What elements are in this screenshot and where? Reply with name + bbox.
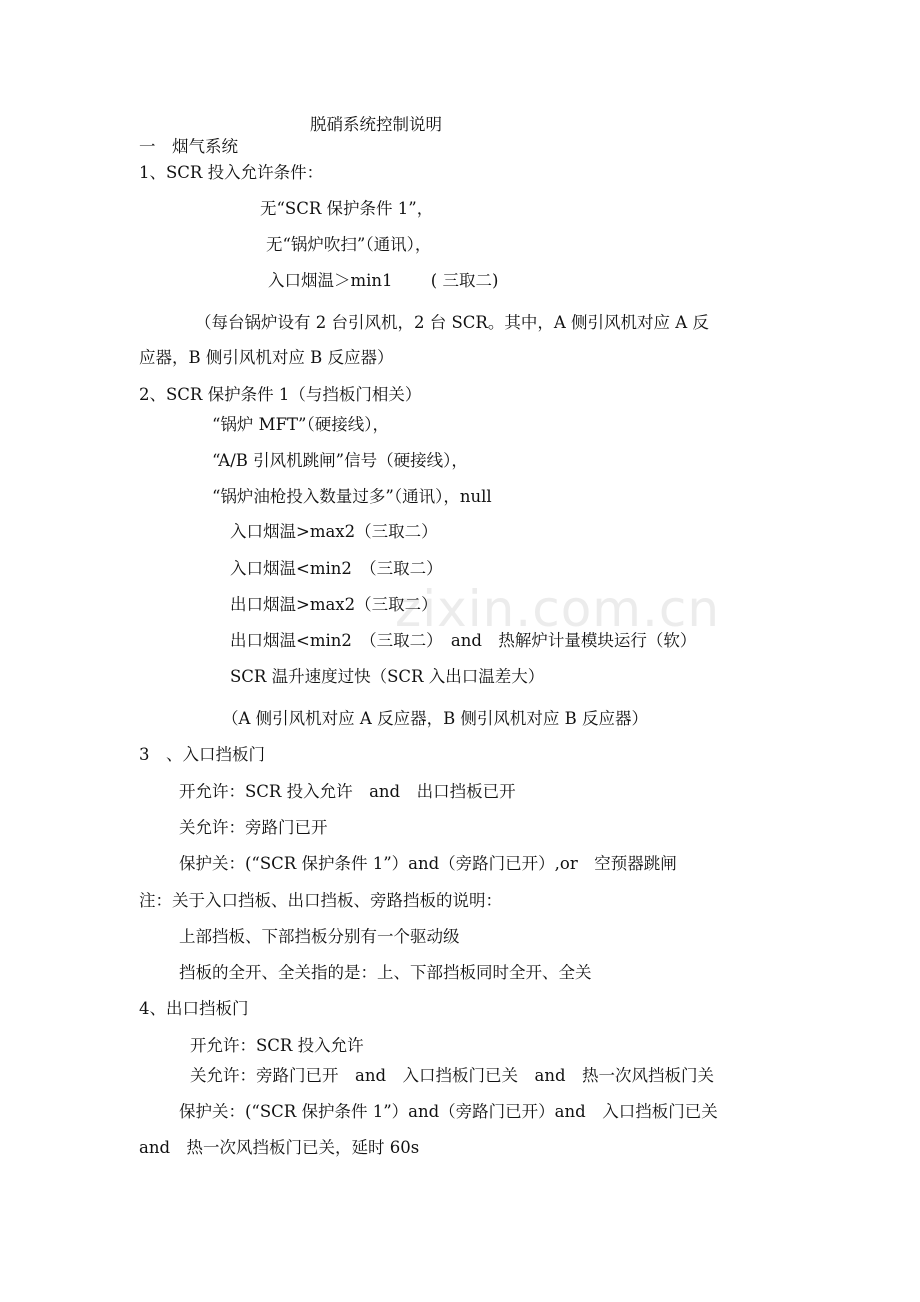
remark-line: 挡板的全开、全关指的是：上、下部挡板同时全开、全关 [179,963,592,982]
item1-heading: 1、SCR 投入允许条件： [139,163,324,182]
item1-condition: 入口烟温＞min1 ( 三取二) [268,271,499,290]
item1-note: （每台锅炉设有 2 台引风机，2 台 SCR。其中，A 侧引风机对应 A 反 [195,313,709,332]
item1-note: 应器，B 侧引风机对应 B 反应器） [139,348,394,367]
item2-condition: SCR 温升速度过快（SCR 入出口温差大） [230,667,545,686]
item4-heading: 4、出口挡板门 [139,999,249,1018]
item4-close-permit: 关允许：旁路门已开 and 入口挡板门已关 and 热一次风挡板门关 [190,1066,715,1085]
watermark: zixin.com.cn [395,580,721,638]
page-title: 脱硝系统控制说明 [310,115,442,134]
item2-condition: 入口烟温<min2 （三取二） [230,559,443,578]
item1-condition: 无“锅炉吹扫”（通讯）， [266,235,432,254]
remark-heading: 注：关于入口挡板、出口挡板、旁路挡板的说明： [139,891,502,910]
item2-condition: 出口烟温>max2（三取二） [230,595,438,614]
item2-condition: 出口烟温<min2 （三取二） and 热解炉计量模块运行（软） [230,631,697,650]
item4-protect-close: 保护关：(“SCR 保护条件 1”）and（旁路门已开）and 入口挡板门已关 [179,1102,718,1121]
item1-condition: 无“SCR 保护条件 1”， [260,199,434,218]
item3-close-permit: 关允许：旁路门已开 [179,818,328,837]
item2-condition: “锅炉油枪投入数量过多”（通讯），null [212,487,492,506]
section-heading: 一 烟气系统 [139,137,238,156]
remark-line: 上部挡板、下部挡板分别有一个驱动级 [179,927,460,946]
item3-heading: 3 、入口挡板门 [139,745,265,764]
item2-note: （A 侧引风机对应 A 反应器，B 侧引风机对应 B 反应器） [222,709,649,728]
item2-heading: 2、SCR 保护条件 1（与挡板门相关） [139,385,422,404]
item3-protect-close: 保护关：(“SCR 保护条件 1”）and（旁路门已开）,or 空预器跳闸 [179,854,677,873]
item4-open-permit: 开允许：SCR 投入允许 [190,1036,364,1055]
item3-open-permit: 开允许：SCR 投入允许 and 出口挡板已开 [179,782,516,801]
item2-condition: “锅炉 MFT”（硬接线）， [212,415,389,434]
item2-condition: 入口烟温>max2（三取二） [230,522,438,541]
item4-protect-close: and 热一次风挡板门已关，延时 60s [139,1138,420,1157]
item2-condition: “A/B 引风机跳闸”信号（硬接线）， [212,451,468,470]
